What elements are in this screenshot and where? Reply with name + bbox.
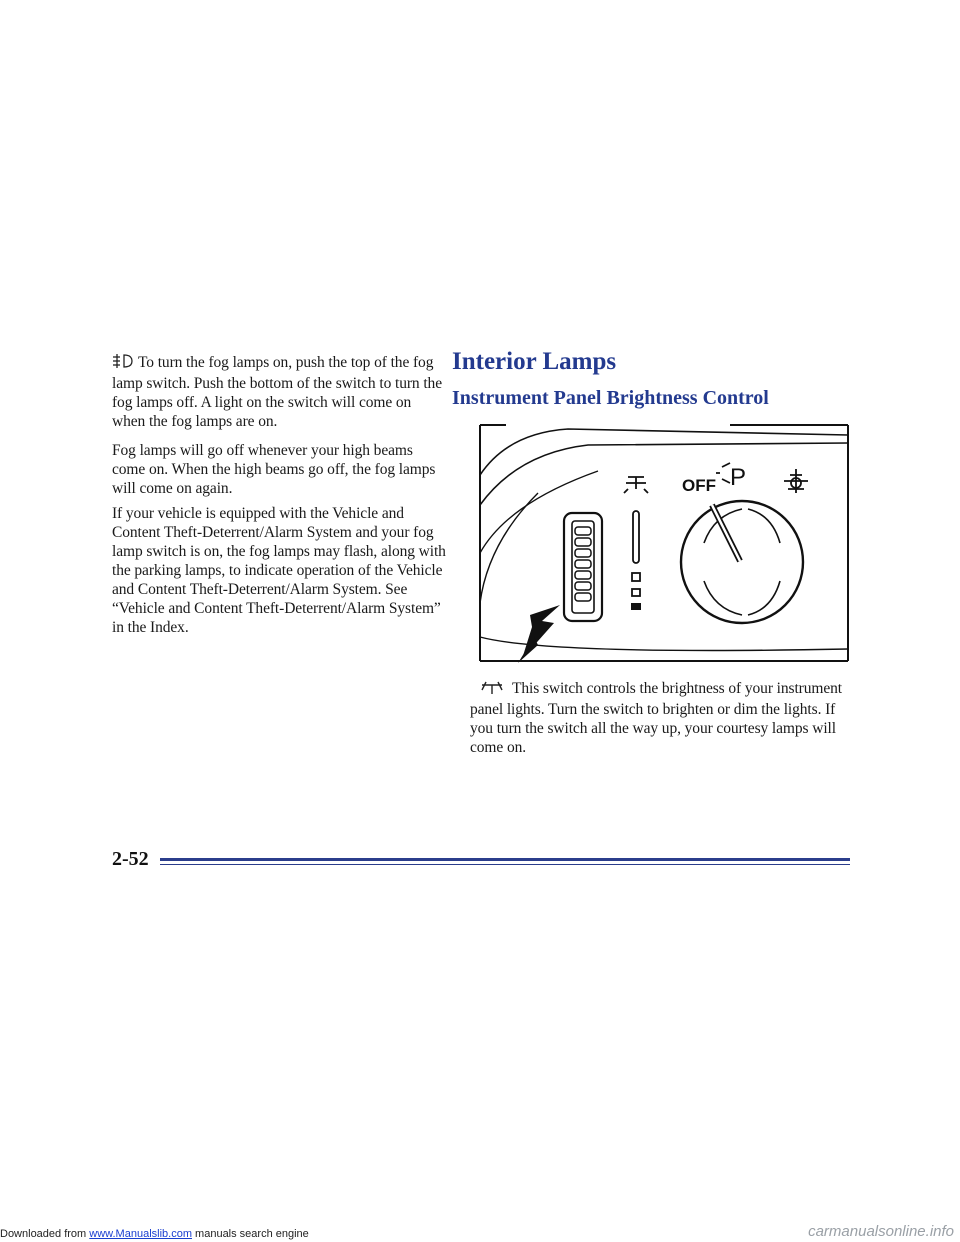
off-label: OFF bbox=[682, 476, 716, 495]
download-footer: Downloaded from www.Manualslib.com manuals search engine bbox=[0, 1228, 309, 1240]
section-heading: Interior Lamps bbox=[452, 348, 617, 375]
subsection-heading: Instrument Panel Brightness Control bbox=[452, 387, 769, 409]
brightness-paragraph: This switch controls the brightness of your instrument panel lights. Turn the switch to brighten or dim the lights. If you turn the switch all the way up, your courtesy lamps will come on. bbox=[470, 680, 842, 756]
alarm-system-paragraph: If your vehicle is equipped with the Vehicle and Content Theft-Deterrent/Alarm System and your fog lamp switch is on, the fog lamps may flash, along with the parking lamps, to indicate operation of the Vehicle and Content Theft-Deterrent/Alarm System. See “Vehicle and Content Theft-Deterrent/Alarm System” in the Index. bbox=[112, 505, 446, 636]
parking-lamp-label: P bbox=[730, 464, 747, 491]
watermark: carmanualsonline.info bbox=[808, 1223, 954, 1240]
high-beams-paragraph: Fog lamps will go off whenever your high beams come on. When the high beams go off, the fog lamps will come on again. bbox=[112, 442, 436, 497]
brightness-control-illustration bbox=[478, 423, 850, 665]
page-number: 2-52 bbox=[112, 848, 149, 870]
dimmer-icon bbox=[480, 681, 504, 700]
fog-lamp-icon bbox=[112, 353, 134, 374]
arrow-pointer bbox=[518, 605, 560, 663]
fog-lamp-paragraph: To turn the fog lamps on, push the top of the fog lamp switch. Push the bottom of the switch to turn the fog lamps off. A light on the switch will come on when the fog lamps are on. bbox=[112, 354, 442, 430]
page-rule-thin bbox=[160, 864, 850, 865]
page-rule-thick bbox=[160, 858, 850, 861]
manualslib-link[interactable]: www.Manualslib.com bbox=[89, 1228, 192, 1240]
